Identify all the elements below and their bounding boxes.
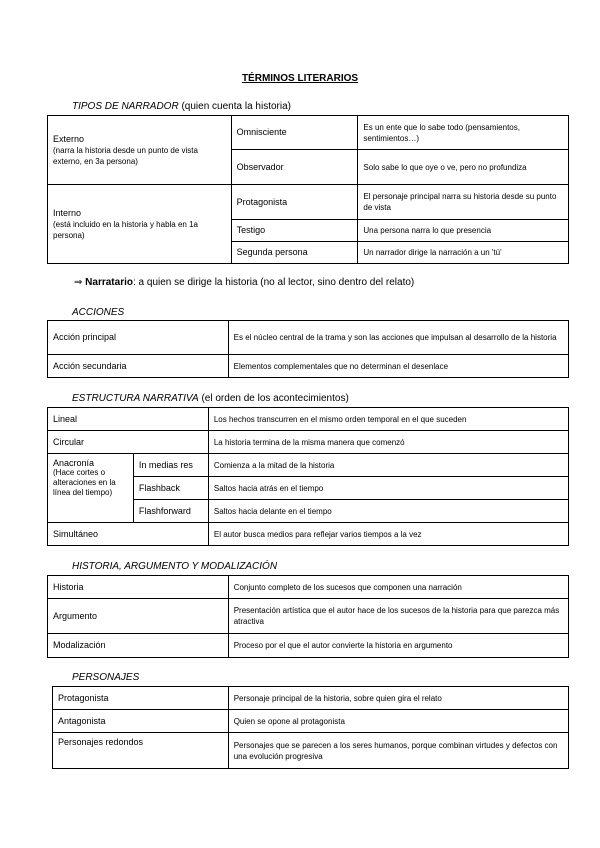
- narrador-type: Protagonista: [231, 185, 358, 220]
- anacronia-term: Flashforward: [133, 500, 208, 523]
- accion-desc: Elementos complementales que no determinan el desenlace: [228, 355, 568, 378]
- table-row: [53, 733, 569, 769]
- personaje-term: Protagonista: [53, 687, 229, 710]
- personajes-heading: [72, 672, 139, 683]
- estructura-heading: [72, 393, 349, 404]
- anacronia-label: Anacronía: [53, 458, 95, 468]
- narrador-type: Testigo: [231, 220, 358, 242]
- personajes-heading-title: PERSONAJES: [72, 672, 140, 683]
- acciones-heading: [72, 307, 124, 318]
- narrador-heading-note: (quien cuenta la historia): [181, 101, 291, 112]
- narrador-type: Omnisciente: [231, 116, 358, 150]
- personajes-table: [52, 686, 569, 769]
- estructura-desc: Los hechos transcurren en el mismo orden temporal en el que suceden: [208, 408, 568, 431]
- table-row: [53, 687, 569, 710]
- narrador-interno-desc: (está incluido en la historia y habla en 1a persona): [53, 219, 198, 240]
- table-row: [48, 523, 569, 546]
- narrador-externo-desc: (narra la historia desde un punto de vista externo, en 3a persona): [53, 145, 198, 166]
- anacronia-term: In medias res: [133, 454, 208, 477]
- historia-desc: Proceso por el que el autor convierte la historia en argumento: [228, 634, 568, 658]
- estructura-term: Simultáneo: [48, 523, 209, 546]
- table-row: [48, 355, 569, 378]
- narrador-desc: Es un ente que lo sabe todo (pensamientos, sentimientos…): [358, 116, 569, 150]
- acciones-table: [47, 320, 569, 378]
- narrador-type: Observador: [231, 150, 358, 185]
- acciones-heading-title: ACCIONES: [72, 307, 125, 318]
- accion-term: Acción principal: [48, 321, 229, 355]
- narrador-desc: Una persona narra lo que presencia: [358, 220, 569, 242]
- table-row: [48, 634, 569, 658]
- table-row: [48, 116, 569, 150]
- narrador-interno-label: Interno: [53, 207, 82, 218]
- estructura-heading-note: (el orden de los acontecimientos): [201, 393, 349, 404]
- estructura-desc: Comienza a la mitad de la historia: [208, 454, 568, 477]
- estructura-desc: Saltos hacia delante en el tiempo: [208, 500, 568, 523]
- historia-term: Modalización: [48, 634, 229, 658]
- estructura-desc: La historia termina de la misma manera que comenzó: [208, 431, 568, 454]
- historia-desc: Conjunto completo de los sucesos que componen una narración: [228, 576, 568, 599]
- personaje-desc: Personaje principal de la historia, sobre quien gira el relato: [228, 687, 568, 710]
- estructura-heading-title: ESTRUCTURA NARRATIVA: [72, 393, 199, 404]
- historia-heading-title: HISTORIA, ARGUMENTO Y MODALIZACIÓN: [72, 561, 278, 572]
- table-row: [53, 710, 569, 733]
- historia-term: Historia: [48, 576, 229, 599]
- historia-heading: [72, 561, 277, 572]
- narratario-term: Narratario: [85, 277, 133, 288]
- table-row: [48, 576, 569, 599]
- historia-table: [47, 575, 569, 658]
- historia-desc: Presentación artística que el autor hace de los sucesos de la historia para que parezca más atractiva: [228, 599, 568, 634]
- estructura-term: Circular: [48, 431, 209, 454]
- table-row: [48, 321, 569, 355]
- anacronia-term: Flashback: [133, 477, 208, 500]
- narratario-text: : a quien se dirige la historia (no al lector, sino dentro del relato): [132, 277, 415, 288]
- table-row: [48, 408, 569, 431]
- narrador-interno-cell: [48, 185, 232, 264]
- estructura-desc: El autor busca medios para reflejar varios tiempos a la vez: [208, 523, 568, 546]
- anacronia-cell: [48, 454, 134, 523]
- arrow-icon: ⇒: [74, 277, 83, 288]
- anacronia-desc: (Hace cortes o alteraciones en la línea del tiempo): [53, 468, 116, 497]
- narrador-desc: El personaje principal narra su historia desde su punto de vista: [358, 185, 569, 220]
- narrador-heading-title: TIPOS DE NARRADOR: [72, 101, 179, 112]
- estructura-table: [47, 407, 569, 546]
- estructura-term: Lineal: [48, 408, 209, 431]
- table-row: [48, 454, 569, 477]
- personaje-term: Antagonista: [53, 710, 229, 733]
- narrador-externo-cell: [48, 116, 232, 185]
- narrador-externo-label: Externo: [53, 133, 85, 144]
- personaje-desc: Quien se opone al protagonista: [228, 710, 568, 733]
- narrador-desc: Un narrador dirige la narración a un 'tú': [358, 242, 569, 264]
- historia-term: Argumento: [48, 599, 229, 634]
- narrador-desc: Solo sabe lo que oye o ve, pero no profundiza: [358, 150, 569, 185]
- narrador-heading: [72, 101, 291, 112]
- table-row: [48, 185, 569, 220]
- personaje-term: Personajes redondos: [53, 733, 229, 769]
- narrador-type: Segunda persona: [231, 242, 358, 264]
- table-row: [48, 599, 569, 634]
- estructura-desc: Saltos hacia atrás en el tiempo: [208, 477, 568, 500]
- accion-term: Acción secundaria: [48, 355, 229, 378]
- accion-desc: Es el núcleo central de la trama y son las acciones que impulsan al desarrollo de la historia: [228, 321, 568, 355]
- narrador-table: [47, 115, 569, 264]
- table-row: [48, 431, 569, 454]
- personaje-desc: Personajes que se parecen a los seres humanos, porque combinan virtudes y defectos con una evolución progresiva: [228, 733, 568, 769]
- page-title: TÉRMINOS LITERARIOS: [241, 73, 359, 84]
- narratario-note: [74, 277, 414, 288]
